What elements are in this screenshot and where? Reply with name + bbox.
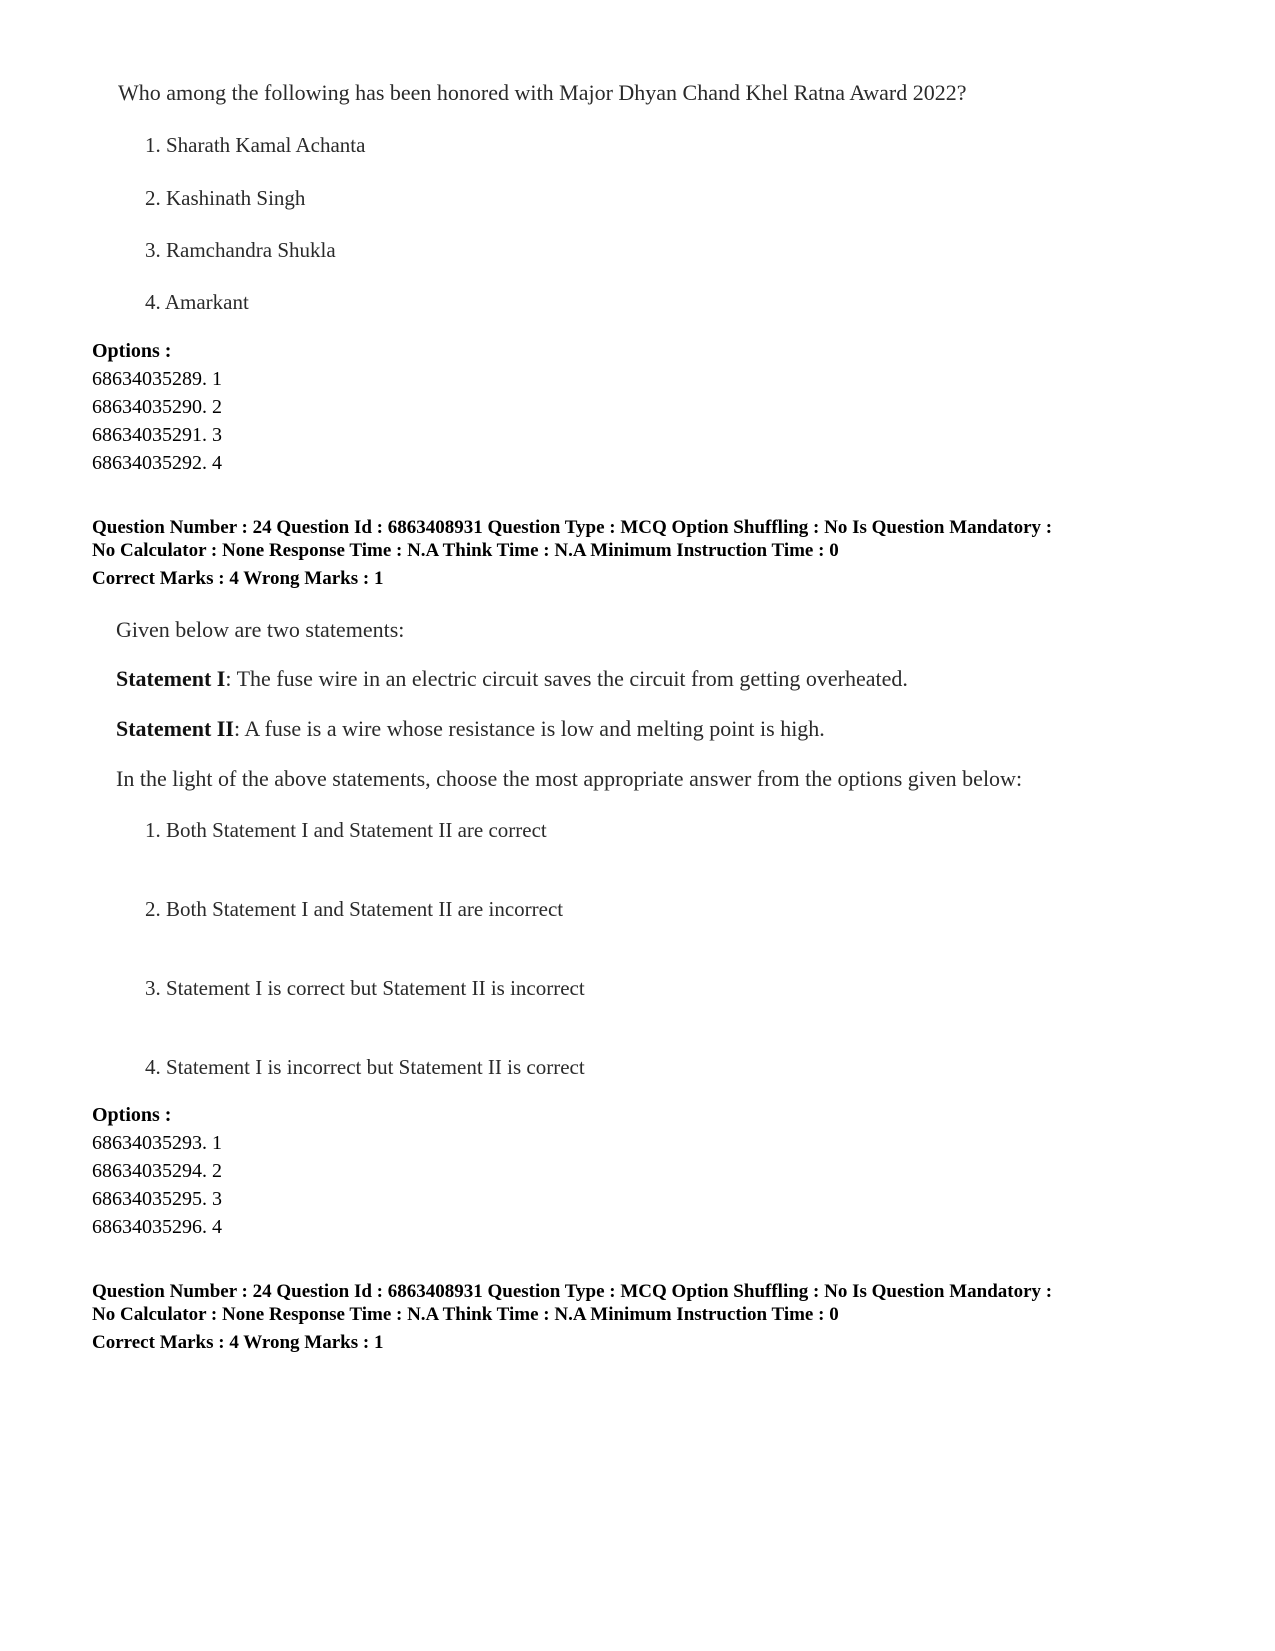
choice-4: 4. Statement I is incorrect but Statement II is correct [145,1055,585,1079]
question-text: Who among the following has been honored with Major Dhyan Chand Khel Ratna Award 2022? [118,80,967,105]
option-id-2: 68634035294. 2 [92,1160,222,1182]
option-id-1: 68634035289. 1 [92,368,222,390]
options-heading: Options : [92,340,172,362]
option-id-2: 68634035290. 2 [92,396,222,418]
statement-2-label: Statement II [116,716,234,741]
question-intro: Given below are two statements: [116,617,405,642]
option-id-1: 68634035293. 1 [92,1132,222,1154]
statement-1-label: Statement I [116,666,226,691]
question-marks: Correct Marks : 4 Wrong Marks : 1 [92,1332,384,1353]
choice-2: 2. Both Statement I and Statement II are incorrect [145,897,564,921]
choice-3: 3. Ramchandra Shukla [145,238,336,262]
option-id-3: 68634035295. 3 [92,1188,222,1210]
statement-2-text: : A fuse is a wire whose resistance is low and melting point is high. [233,716,825,741]
statement-2 [116,716,825,742]
statement-1-text: : The fuse wire in an electric circuit saves the circuit from getting overheated. [225,666,908,691]
choice-4: 4. Amarkant [145,290,249,314]
options-heading: Options : [92,1104,172,1126]
question-meta-line2: No Calculator : None Response Time : N.A Think Time : N.A Minimum Instruction Time : 0 [92,540,839,561]
question-meta-line2: No Calculator : None Response Time : N.A Think Time : N.A Minimum Instruction Time : 0 [92,1304,839,1325]
option-id-4: 68634035292. 4 [92,452,222,474]
choice-3: 3. Statement I is correct but Statement II is incorrect [145,976,585,1000]
option-id-4: 68634035296. 4 [92,1216,222,1238]
question-instruction: In the light of the above statements, choose the most appropriate answer from the options given below: [116,766,1023,791]
question-meta-line1: Question Number : 24 Question Id : 6863408931 Question Type : MCQ Option Shuffling : No Is Question Mandatory : [92,517,1053,538]
choice-2: 2. Kashinath Singh [145,186,306,210]
statement-1 [116,666,908,692]
choice-1: 1. Both Statement I and Statement II are correct [145,818,547,842]
choice-1: 1. Sharath Kamal Achanta [145,133,366,157]
question-meta-line1: Question Number : 24 Question Id : 6863408931 Question Type : MCQ Option Shuffling : No Is Question Mandatory : [92,1281,1053,1302]
question-marks: Correct Marks : 4 Wrong Marks : 1 [92,568,384,589]
option-id-3: 68634035291. 3 [92,424,222,446]
